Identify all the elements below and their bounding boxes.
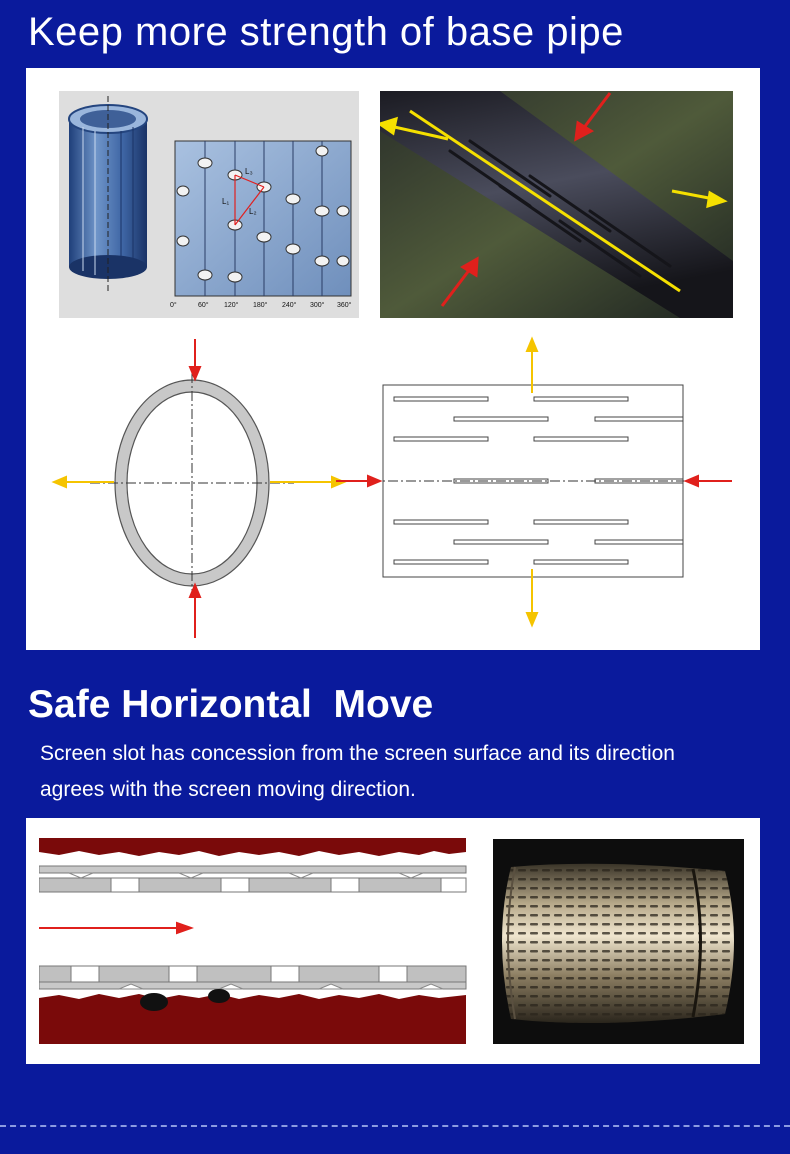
slotted-plate-diagram	[332, 333, 742, 643]
ellipse-deformation-diagram	[50, 333, 350, 643]
label-l1: L₁	[222, 197, 230, 206]
sediment-flow-diagram	[39, 838, 467, 1044]
strength-figure-panel	[26, 68, 760, 650]
tick-0: 0°	[170, 302, 177, 309]
label-l2: L₂	[249, 207, 257, 216]
tick-180: 180°	[253, 302, 268, 309]
unrolled-pipe-diagram	[59, 91, 359, 318]
tick-360: 360°	[337, 302, 352, 309]
tick-240: 240°	[282, 302, 297, 309]
label-l3: L₃	[245, 167, 253, 176]
dashed-divider	[0, 1125, 790, 1127]
tick-300: 300°	[310, 302, 325, 309]
horizontal-move-panel	[26, 818, 760, 1064]
section-description: Screen slot has concession from the screen surface and its direction agrees with the screen moving direction.	[40, 742, 675, 801]
pipe-photo	[380, 91, 733, 318]
tick-120: 120°	[224, 302, 239, 309]
tick-60: 60°	[198, 302, 209, 309]
section-title-horizontal-move: Safe Horizontal Move	[28, 683, 434, 726]
section-title-strength: Keep more strength of base pipe	[28, 10, 624, 54]
slotted-screen-photo	[493, 839, 744, 1044]
